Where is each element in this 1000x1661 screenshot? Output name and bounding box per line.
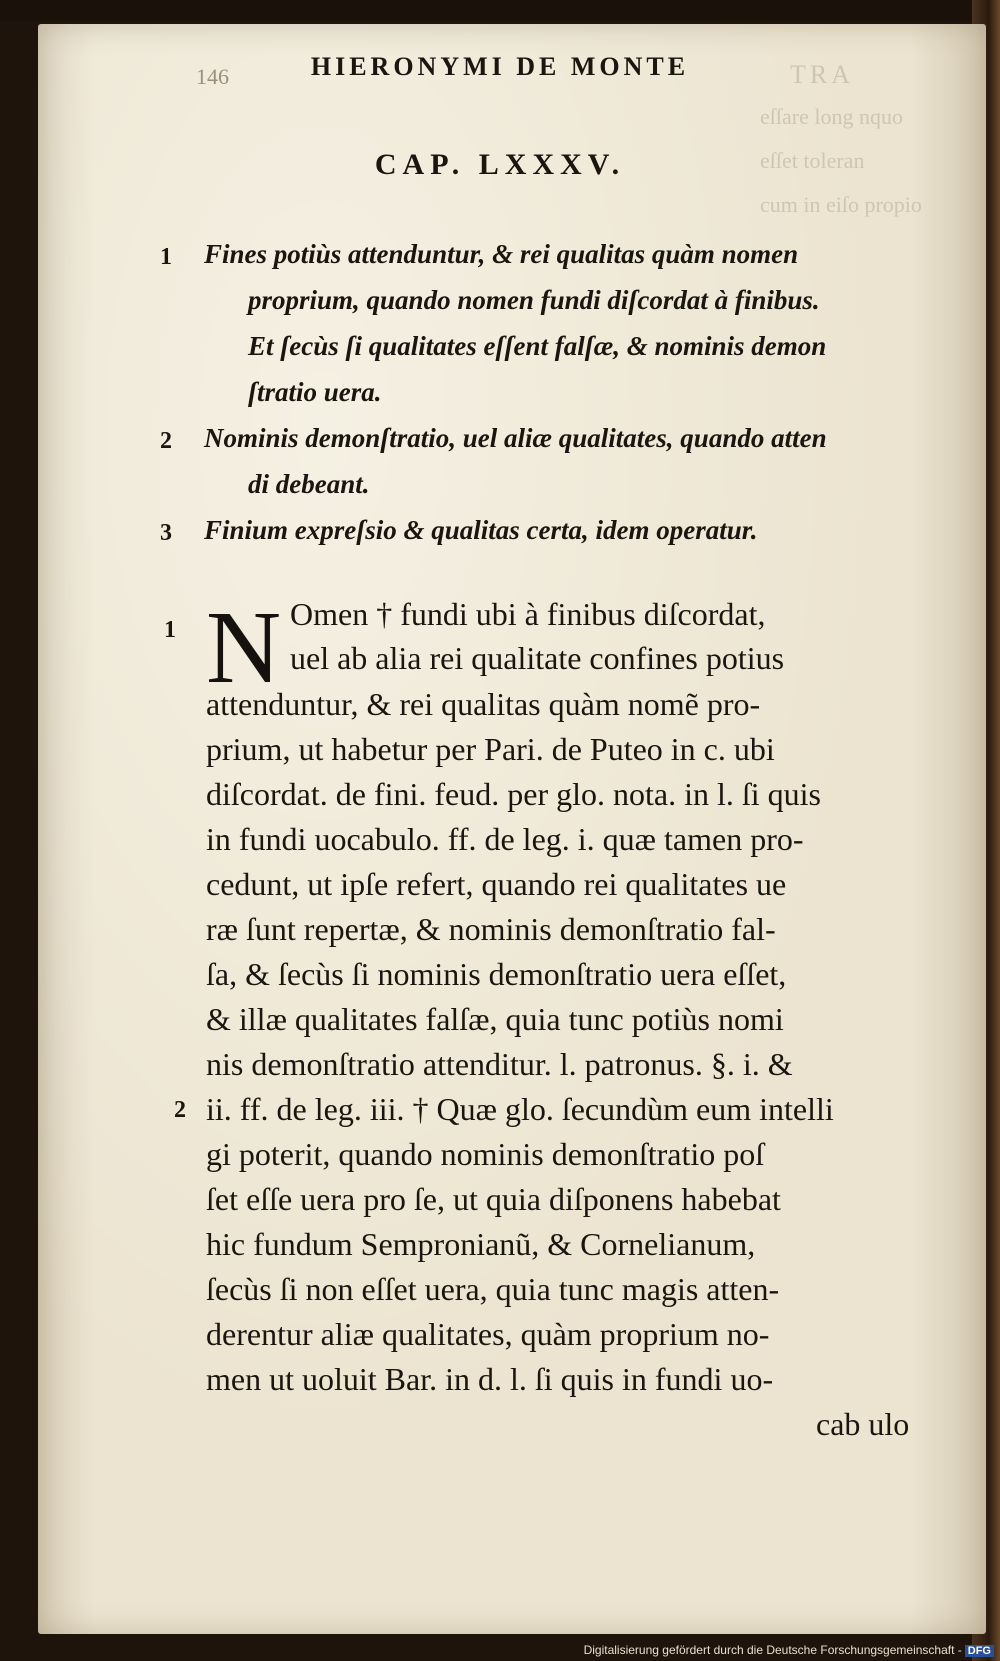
body-line: diſcordat. de fini. feud. per glo. nota. in l. ſi quis bbox=[206, 776, 821, 812]
summary-line: Nominis demonſtratio, uel aliæ qualitates, quando atten bbox=[204, 423, 827, 453]
summary-line: Finium expreſsio & qualitas certa, idem operatur. bbox=[204, 515, 758, 545]
summary-number: 2 bbox=[160, 428, 172, 454]
body-line: ſa, & ſecùs ſi nominis demonſtratio uera eſſet, bbox=[206, 956, 787, 992]
body-line: attenduntur, & rei qualitas quàm nomẽ pro- bbox=[206, 686, 761, 722]
summary-line: di debeant. bbox=[248, 469, 370, 499]
scan-top-edge bbox=[0, 0, 1000, 22]
credit-text: Digitalisierung gefördert durch die Deutsche Forschungsgemeinschaft - bbox=[583, 1643, 962, 1657]
summary-line: proprium, quando nomen fundi diſcordat à finibus. bbox=[248, 285, 820, 315]
drop-cap: N bbox=[206, 590, 282, 705]
chapter-heading: CAP. LXXXV. bbox=[374, 148, 626, 181]
body-line: cab ulo bbox=[816, 1406, 910, 1442]
body-line: uel ab alia rei qualitate confines potius bbox=[290, 640, 785, 676]
body-line: hic fundum Sempronianũ, & Cornelianum, bbox=[206, 1226, 756, 1262]
bleed-through-head: TRA bbox=[790, 60, 854, 89]
margin-number: 2 bbox=[174, 1097, 186, 1123]
body-line: gi poterit, quando nominis demonſtratio poſ bbox=[206, 1136, 765, 1172]
body-line: prium, ut habetur per Pari. de Puteo in c. ubi bbox=[206, 731, 775, 767]
bleed-through-line: eſſet toleran bbox=[760, 148, 865, 173]
body-line: derentur aliæ qualitates, quàm proprium no- bbox=[206, 1316, 770, 1352]
folio-number: 146 bbox=[196, 64, 229, 89]
body-line: ſecùs ſi non eſſet uera, quia tunc magis atten- bbox=[206, 1271, 780, 1307]
running-head: HIERONYMI DE MONTE bbox=[310, 52, 690, 81]
body-line: ſet eſſe uera pro ſe, ut quia diſponens habebat bbox=[206, 1181, 781, 1217]
body-line: ræ ſunt repertæ, & nominis demonſtratio fal- bbox=[206, 911, 776, 947]
bleed-through-line: cum in eiſo propio bbox=[760, 192, 922, 217]
summary-line: Et ſecùs ſi qualitates eſſent falſæ, & nominis demon bbox=[248, 331, 827, 361]
summary-line: ſtratio uera. bbox=[248, 377, 382, 407]
body-line: cedunt, ut ipſe refert, quando rei qualitates ue bbox=[206, 866, 787, 902]
summary-number: 3 bbox=[160, 520, 172, 546]
summary-line: Fines potiùs attenduntur, & rei qualitas quàm nomen bbox=[204, 239, 799, 269]
body-line: ii. ff. de leg. iii. † Quæ glo. ſecundùm eum intelli bbox=[206, 1091, 834, 1127]
summary-number: 1 bbox=[160, 244, 172, 270]
digitization-credit bbox=[584, 1643, 994, 1657]
body-line: nis demonſtratio attenditur. l. patronus. §. i. & bbox=[206, 1046, 793, 1082]
body-line: & illæ qualitates falſæ, quia tunc potiùs nomi bbox=[206, 1001, 784, 1037]
body-line: men ut uoluit Bar. in d. l. ſi quis in fundi uo- bbox=[206, 1361, 774, 1397]
dfg-logo: DFG bbox=[965, 1645, 994, 1657]
bleed-through-line: eſſare long nquo bbox=[760, 104, 903, 129]
margin-number: 1 bbox=[164, 617, 176, 643]
body-line: Omen † fundi ubi à finibus diſcordat, bbox=[290, 596, 766, 632]
body-line: in fundi uocabulo. ff. de leg. i. quæ tamen pro- bbox=[206, 821, 804, 857]
